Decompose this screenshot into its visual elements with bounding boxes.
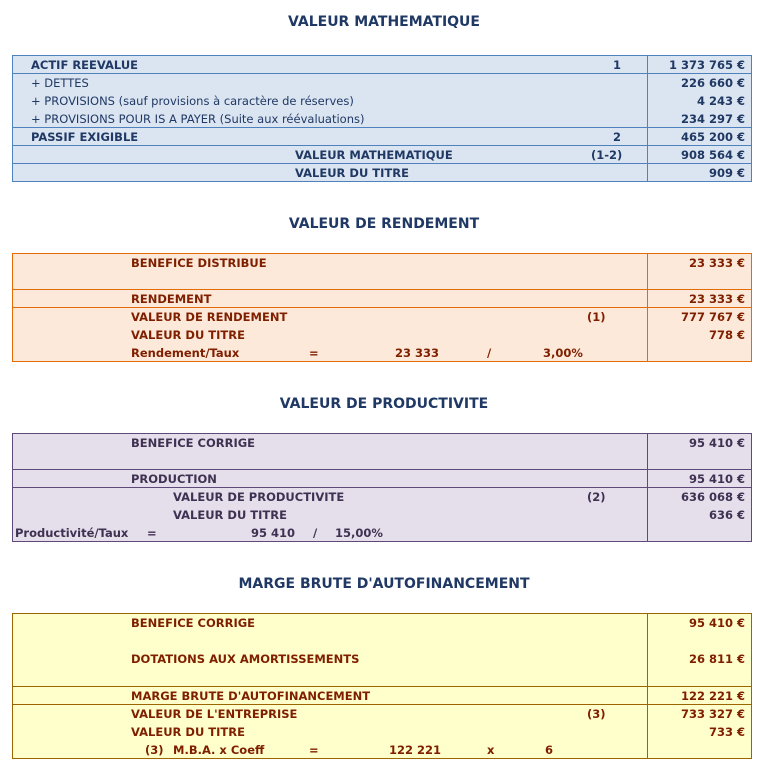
marge-brute-value: 122 221 € bbox=[680, 689, 745, 703]
table-row bbox=[13, 164, 751, 182]
table-row bbox=[13, 290, 751, 308]
table-row bbox=[13, 506, 751, 524]
formula-label: M.B.A. x Coeff bbox=[173, 743, 265, 757]
table-row bbox=[13, 92, 751, 110]
table-row bbox=[13, 687, 751, 705]
provisions-label: + PROVISIONS (sauf provisions à caractère de réserves) bbox=[31, 94, 354, 108]
actif-ref: 1 bbox=[613, 58, 622, 72]
formula-operator: / bbox=[313, 526, 318, 540]
table-row bbox=[13, 128, 751, 146]
production-value: 95 410 € bbox=[688, 472, 745, 486]
valeur-rendement-value: 777 767 € bbox=[680, 310, 745, 324]
dotations-label: DOTATIONS AUX AMORTISSEMENTS bbox=[131, 652, 360, 666]
table-row bbox=[13, 434, 751, 452]
actif-value: 1 373 765 € bbox=[668, 58, 745, 72]
formula-coefficient: 6 bbox=[545, 743, 554, 757]
valeur-productivite-ref: (2) bbox=[587, 490, 606, 504]
valeur-entreprise-label: VALEUR DE L'ENTREPRISE bbox=[131, 707, 298, 721]
valeur-mathematique-value: 908 564 € bbox=[680, 148, 745, 162]
provisions-is-value: 234 297 € bbox=[680, 112, 745, 126]
passif-label: PASSIF EXIGIBLE bbox=[31, 130, 139, 144]
table-row bbox=[13, 326, 751, 344]
production-label: PRODUCTION bbox=[131, 472, 217, 486]
valeur-mathematique-ref: (1-2) bbox=[591, 148, 623, 162]
formula-label: Rendement/Taux bbox=[131, 346, 240, 360]
valeur-titre-label: VALEUR DU TITRE bbox=[173, 508, 287, 522]
valeur-titre-label: VALEUR DU TITRE bbox=[131, 328, 245, 342]
table-mba bbox=[12, 613, 752, 759]
dettes-value: 226 660 € bbox=[680, 76, 745, 90]
formula-rate: 15,00% bbox=[335, 526, 383, 540]
valeur-titre-value: 909 € bbox=[708, 166, 745, 180]
benefice-corrige-label: BENEFICE CORRIGE bbox=[131, 436, 256, 450]
formula-label: Productivité/Taux bbox=[15, 526, 129, 540]
valeur-titre-label: VALEUR DU TITRE bbox=[295, 166, 409, 180]
valeur-mathematique-label: VALEUR MATHEMATIQUE bbox=[295, 148, 453, 162]
section-title-rendement: VALEUR DE RENDEMENT bbox=[288, 216, 480, 232]
formula-ref: (3) bbox=[145, 743, 164, 757]
table-rendement bbox=[12, 253, 752, 362]
section-title-mathematique: VALEUR MATHEMATIQUE bbox=[287, 14, 480, 30]
table-row bbox=[13, 308, 751, 326]
valeur-entreprise-ref: (3) bbox=[587, 707, 606, 721]
table-row bbox=[13, 488, 751, 506]
section-title-mba: MARGE BRUTE D'AUTOFINANCEMENT bbox=[238, 576, 530, 592]
valeur-titre-value: 636 € bbox=[708, 508, 745, 522]
section-title-productivite: VALEUR DE PRODUCTIVITE bbox=[279, 396, 489, 412]
provisions-value: 4 243 € bbox=[696, 94, 745, 108]
benefice-distribue-value: 23 333 € bbox=[688, 256, 745, 270]
rendement-value: 23 333 € bbox=[688, 292, 745, 306]
actif-label: ACTIF REEVALUE bbox=[31, 58, 139, 72]
formula-row bbox=[13, 524, 751, 542]
formula-row bbox=[13, 344, 751, 362]
table-row bbox=[13, 470, 751, 488]
formula-equals: = bbox=[309, 346, 319, 360]
table-row bbox=[13, 146, 751, 164]
marge-brute-label: MARGE BRUTE D'AUTOFINANCEMENT bbox=[131, 689, 371, 703]
valeur-titre-value: 733 € bbox=[708, 725, 745, 739]
valeur-titre-value: 778 € bbox=[708, 328, 745, 342]
dettes-label: + DETTES bbox=[31, 76, 89, 90]
table-row bbox=[13, 650, 751, 668]
formula-operator: x bbox=[487, 743, 495, 757]
valeur-productivite-label: VALEUR DE PRODUCTIVITE bbox=[173, 490, 345, 504]
table-row bbox=[13, 723, 751, 741]
provisions-is-label: + PROVISIONS POUR IS A PAYER (Suite aux réévaluations) bbox=[31, 112, 365, 126]
formula-equals: = bbox=[309, 743, 319, 757]
valeur-titre-label: VALEUR DU TITRE bbox=[131, 725, 245, 739]
table-row bbox=[13, 254, 751, 272]
valeur-rendement-ref: (1) bbox=[587, 310, 606, 324]
table-productivite bbox=[12, 433, 752, 542]
benefice-distribue-label: BENEFICE DISTRIBUE bbox=[131, 256, 267, 270]
table-row bbox=[13, 614, 751, 632]
formula-row bbox=[13, 741, 751, 759]
table-row bbox=[13, 110, 751, 128]
formula-rate: 3,00% bbox=[543, 346, 583, 360]
benefice-corrige-value: 95 410 € bbox=[688, 616, 745, 630]
table-mathematique bbox=[12, 55, 752, 182]
benefice-corrige-value: 95 410 € bbox=[688, 436, 745, 450]
formula-numerator: 23 333 bbox=[395, 346, 440, 360]
formula-numerator: 95 410 bbox=[251, 526, 296, 540]
passif-value: 465 200 € bbox=[680, 130, 745, 144]
benefice-corrige-label: BENEFICE CORRIGE bbox=[131, 616, 256, 630]
rendement-label: RENDEMENT bbox=[131, 292, 212, 306]
dotations-value: 26 811 € bbox=[688, 652, 745, 666]
table-row bbox=[13, 56, 751, 74]
valeur-entreprise-value: 733 327 € bbox=[680, 707, 745, 721]
valeur-rendement-label: VALEUR DE RENDEMENT bbox=[131, 310, 288, 324]
table-row bbox=[13, 705, 751, 723]
table-row bbox=[13, 74, 751, 92]
formula-equals: = bbox=[147, 526, 157, 540]
valeur-productivite-value: 636 068 € bbox=[680, 490, 745, 504]
passif-ref: 2 bbox=[613, 130, 622, 144]
formula-operator: / bbox=[487, 346, 492, 360]
formula-numerator: 122 221 bbox=[389, 743, 442, 757]
